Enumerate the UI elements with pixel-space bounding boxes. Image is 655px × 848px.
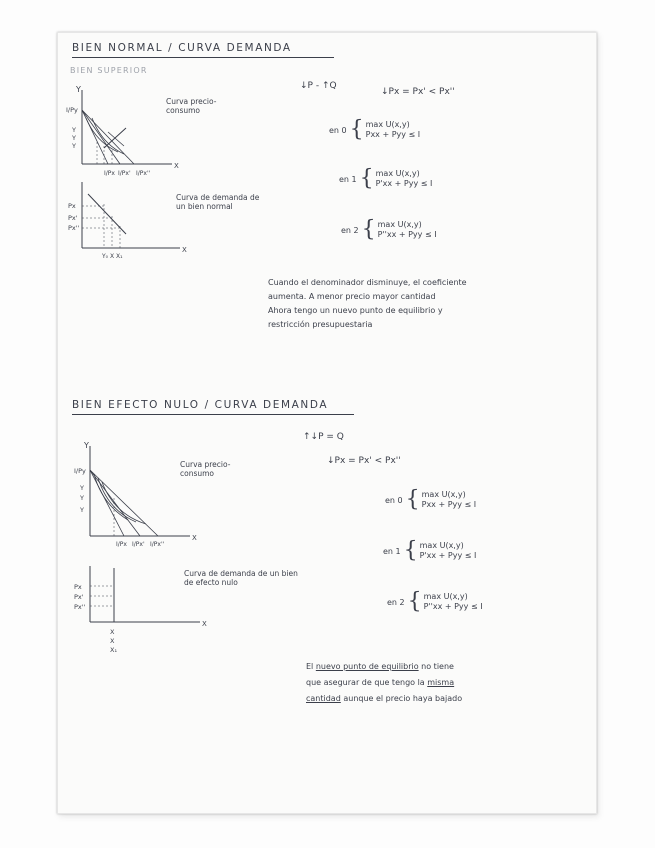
system-label: en 0 [385,495,403,505]
paragraph-line: restricción presupuestaria [268,320,373,329]
upper-x-tick: I/Px [104,170,115,177]
section2-system-2 [387,589,483,614]
section1-title-underline [72,57,334,58]
paragraph-text: El [306,662,316,671]
upper-y-tick: Y [72,142,76,150]
brace-glyph: { [349,117,364,142]
upper-x-axis-label: X [174,162,179,170]
brace-glyph: { [359,166,374,191]
section2-demand-curve-label: Curva de demanda de un bien de efecto nulo [184,569,298,587]
system-label: en 0 [329,125,347,135]
budget-line-2 [82,110,134,164]
budget-line-1 [90,470,140,536]
upper-y-tick: Y [80,506,84,514]
system-row: max U(x,y) [423,592,468,601]
section2-header-eq: ↑↓P = Q [303,432,344,442]
upper-y-tick: Y [80,484,84,492]
system-row: max U(x,y) [365,120,410,129]
paragraph-line: Cuando el denominador disminuye, el coeficiente [268,278,467,287]
system-label: en 2 [341,225,359,235]
paragraph-text: no tiene [418,662,454,671]
brace-glyph: { [407,589,422,614]
paragraph-text: aunque el precio haya bajado [340,694,463,703]
upper-y-tick: Y [72,134,76,142]
section1-subtitle: BIEN SUPERIOR [70,66,148,75]
paragraph-underlined: cantidad [306,694,341,703]
paragraph-line: Ahora tengo un nuevo punto de equilibrio y [268,306,443,315]
lower-y-tick: Px' [68,214,78,222]
budget-line-0 [90,470,124,536]
system-row: P''xx + Pyy ≤ I [423,602,483,611]
system-row: Pxx + Pyy ≤ I [365,130,421,139]
paragraph-text: que asegurar de que tengo la [306,678,428,687]
section1-header-eq: ↓P - ↑Q [300,81,337,91]
upper-x-tick: I/Px [116,541,127,548]
section1-system-2 [341,217,437,242]
upper-y-tick: I/Py [66,106,78,114]
upper-y-axis-label: Y [76,85,81,94]
lower-x-axis-label: X [182,246,187,254]
lower-x-ticks: Y₀ X X₁ [102,253,123,260]
section1-demand-curve-label: Curva de demanda de un bien normal [176,193,260,211]
section1-price-curve-label: Curva precio-consumo [166,97,217,115]
section2-price-curve-label: Curva precio-consumo [180,460,231,478]
upper-x-axis-label: X [192,534,197,542]
paragraph-line [306,675,566,691]
system-row: max U(x,y) [375,169,420,178]
budget-line-2 [90,470,158,536]
brace-glyph: { [361,217,376,242]
lower-y-tick: Px [74,583,82,591]
system-row: max U(x,y) [377,220,422,229]
section2-paragraph [306,659,566,707]
system-row: P'xx + Pyy ≤ I [375,179,433,188]
paragraph-underlined: misma [427,678,455,687]
system-label: en 1 [383,546,401,556]
paragraph-line: aumenta. A menor precio mayor cantidad [268,292,436,301]
lower-x-tick: X [110,637,115,645]
section2-system-1 [383,538,477,563]
brace-glyph: { [405,487,420,512]
paragraph-line [306,691,566,707]
section1-system-1 [339,166,433,191]
section1-system-0 [329,117,421,142]
system-row: P''xx + Pyy ≤ I [377,230,437,239]
lower-y-tick: Px [68,202,76,210]
lower-x-tick: X [110,628,115,636]
system-row: P'xx + Pyy ≤ I [419,551,477,560]
system-row: max U(x,y) [419,541,464,550]
system-row: max U(x,y) [421,490,466,499]
lower-y-tick: Px' [74,593,84,601]
system-label: en 1 [339,174,357,184]
upper-y-tick: Y [72,126,76,134]
lower-y-tick: Px'' [68,224,80,232]
brace-glyph: { [403,538,418,563]
section2-title-underline [72,414,354,415]
system-label: en 2 [387,597,405,607]
lower-x-tick: X₁ [110,646,118,654]
upper-y-tick: Y [80,494,84,502]
upper-x-tick: I/Px' [118,170,131,177]
paragraph-line [306,659,566,675]
system-row: Pxx + Pyy ≤ I [421,500,477,509]
section2-system-0 [385,487,477,512]
section2-price-eq: ↓Px = Px' < Px'' [327,456,401,466]
lower-x-axis-label: X [202,620,207,628]
upper-y-axis-label: Y [84,441,89,450]
section1-title: BIEN NORMAL / CURVA DEMANDA [72,42,292,54]
section2-title: BIEN EFECTO NULO / CURVA DEMANDA [72,399,329,411]
paragraph-underlined: nuevo punto de equilibrio [315,662,419,671]
section1-paragraph [268,276,568,332]
upper-x-tick: I/Px'' [136,170,151,177]
section1-price-eq: ↓Px = Px' < Px'' [381,87,455,97]
indifference-curve [98,478,136,522]
lower-y-tick: Px'' [74,603,86,611]
upper-x-tick: I/Px'' [150,541,165,548]
upper-y-tick: I/Py [74,467,86,475]
upper-x-tick: I/Px' [132,541,145,548]
